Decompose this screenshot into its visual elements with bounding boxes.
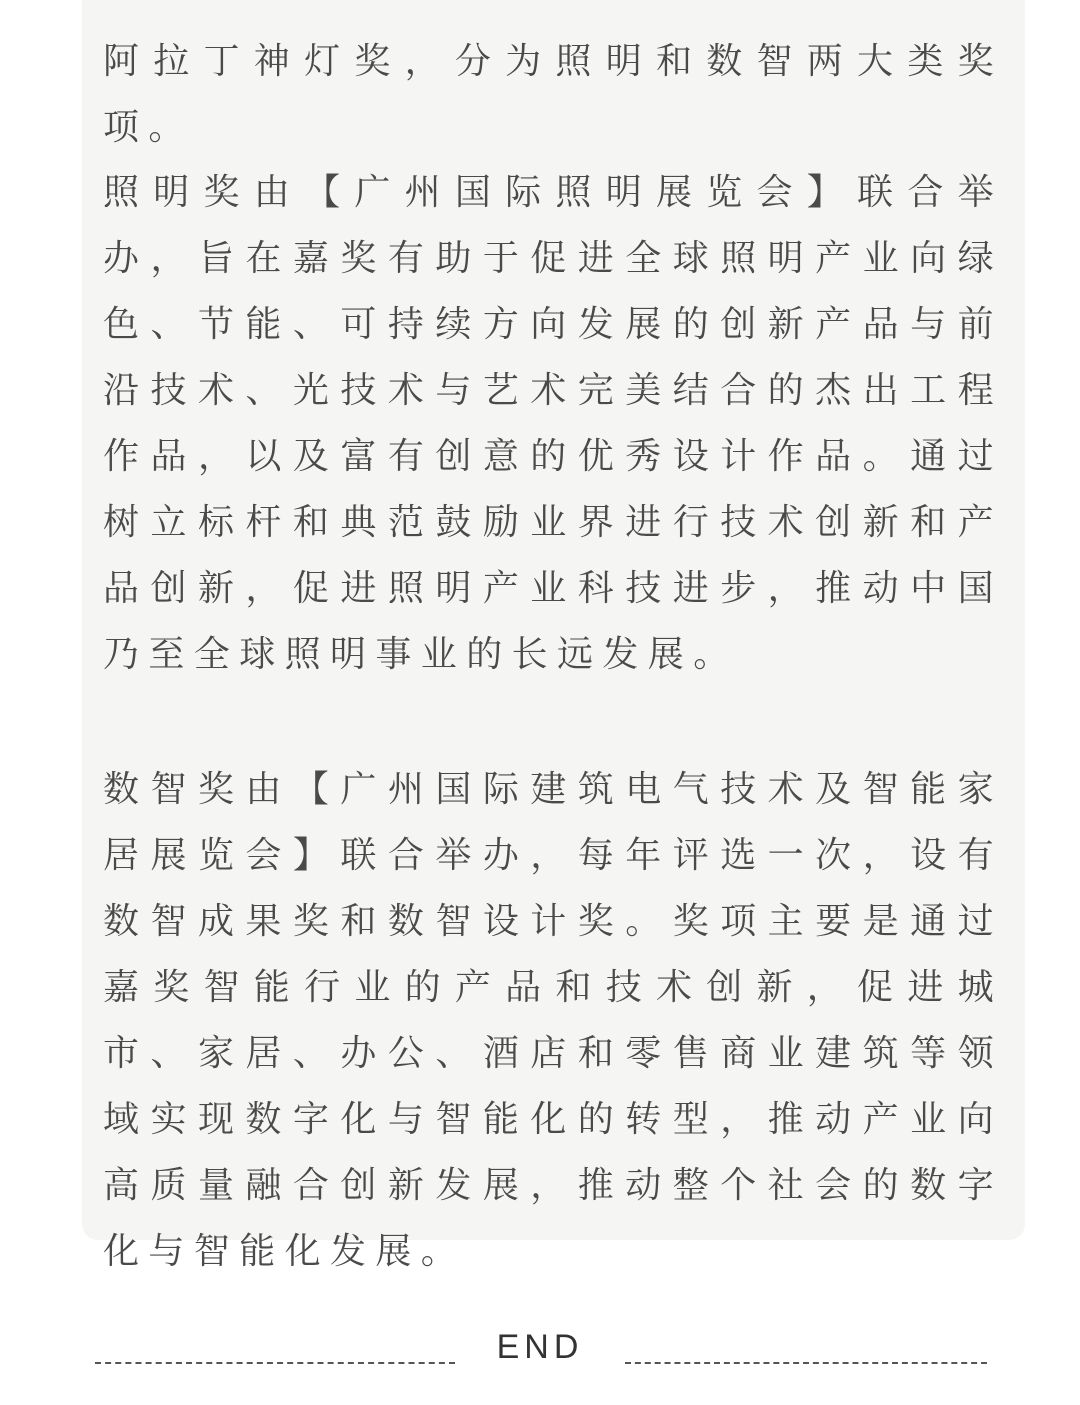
end-divider-right-line — [625, 1362, 987, 1364]
end-divider — [0, 1320, 1080, 1380]
digital-award-paragraph: 数智奖由【广州国际建筑电气技术及智能家居展览会】联合举办，每年评选一次，设有数智成果奖和数智设计奖。奖项主要是通过嘉奖智能行业的产品和技术创新，促进城市、家居、办公、酒店和零售商业建筑等领域实现数字化与智能化的转型，推动产业向高质量融合创新发展，推动整个社会的数字化与智能化发展。 — [103, 769, 1003, 1272]
end-label: END — [496, 1328, 584, 1366]
end-divider-left-line — [95, 1362, 455, 1364]
lighting-award-paragraph: 照明奖由【广州国际照明展览会】联合举办，旨在嘉奖有助于促进全球照明产业向绿色、节能、可持续方向发展的创新产品与前沿技术、光技术与艺术完美结合的杰出工程作品，以及富有创意的优秀设计作品。通过树立标杆和典范鼓励业界进行技术创新和产品创新，促进照明产业科技进步，推动中国乃至全球照明事业的长远发展。 — [103, 172, 1003, 675]
award-intro-paragraph: 阿拉丁神灯奖，分为照明和数智两大类奖项。 — [103, 41, 1003, 148]
